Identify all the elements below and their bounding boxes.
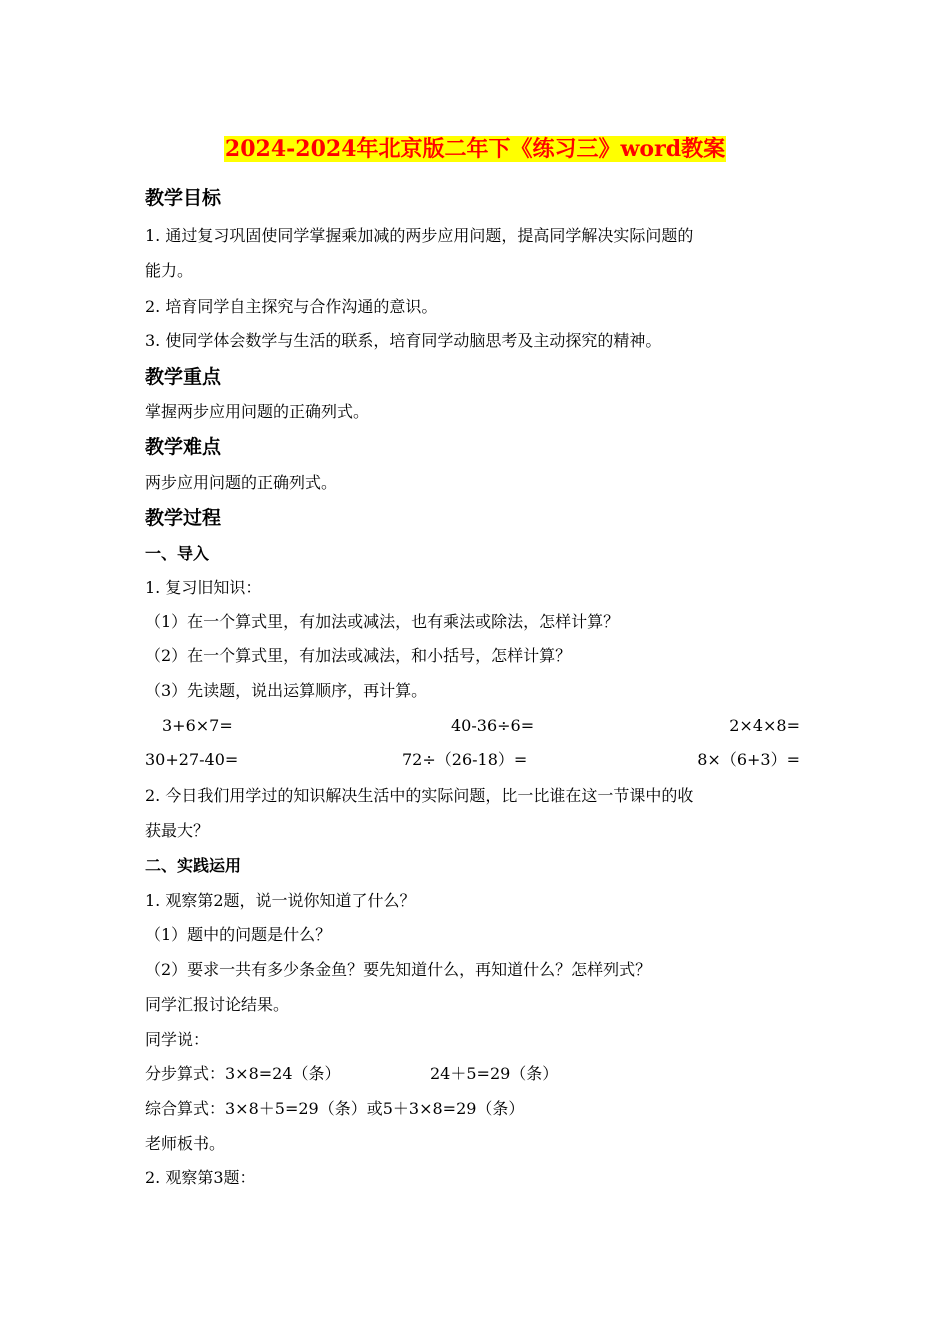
calc-expression: 8×（6+3）= [697, 750, 800, 769]
goal-3: 3. 使同学体会数学与生活的联系，培育同学动脑思考及主动探究的精神。 [145, 331, 662, 350]
combined-formula: 综合算式：3×8＋5=29（条）或5＋3×8=29（条） [145, 1099, 525, 1118]
key-text: 掌握两步应用问题的正确列式。 [145, 402, 370, 421]
part-2-item-1: 1. 观察第2题，说一说你知道了什么？ [145, 891, 416, 910]
section-heading-key: 教学重点 [145, 366, 222, 388]
document-title: 2024-2024年北京版二年下《练习三》word教案 [224, 136, 726, 162]
part-2-question-1: （1）题中的问题是什么？ [145, 925, 332, 944]
calc-expression: 40-36÷6= [451, 716, 535, 735]
part-1-question-2: （2）在一个算式里，有加法或减法，和小括号，怎样计算？ [145, 646, 572, 665]
part-1-item-2-line-1: 2. 今日我们用学过的知识解决生活中的实际问题，比一比谁在这一节课中的收 [145, 786, 694, 805]
goal-1-line-1: 1. 通过复习巩固使同学掌握乘加减的两步应用问题，提高同学解决实际问题的 [145, 226, 694, 245]
part-1-heading: 一、导入 [145, 544, 210, 563]
section-heading-difficulty: 教学难点 [145, 436, 222, 458]
calc-expression: 2×4×8= [729, 716, 800, 735]
part-2-report: 同学汇报讨论结果。 [145, 995, 290, 1014]
goal-2: 2. 培育同学自主探究与合作沟通的意识。 [145, 297, 438, 316]
part-2-students-say: 同学说： [145, 1030, 210, 1049]
section-heading-process: 教学过程 [145, 507, 222, 529]
difficulty-text: 两步应用问题的正确列式。 [145, 473, 338, 492]
section-heading-goals: 教学目标 [145, 187, 222, 209]
part-1-item-1: 1. 复习旧知识： [145, 578, 262, 597]
teacher-board: 老师板书。 [145, 1134, 226, 1153]
part-2-heading: 二、实践运用 [145, 856, 242, 875]
calc-expression: 3+6×7= [162, 716, 233, 735]
part-2-item-2: 2. 观察第3题： [145, 1168, 256, 1187]
part-1-item-2-line-2: 获最大？ [145, 821, 210, 840]
part-1-question-3: （3）先读题，说出运算顺序，再计算。 [145, 681, 428, 700]
part-2-question-2: （2）要求一共有多少条金鱼？要先知道什么，再知道什么？怎样列式？ [145, 960, 652, 979]
goal-1-line-2: 能力。 [145, 261, 194, 280]
step-formula-a: 分步算式：3×8=24（条） [145, 1064, 341, 1083]
part-1-question-1: （1）在一个算式里，有加法或减法，也有乘法或除法，怎样计算？ [145, 612, 620, 631]
calc-expression: 30+27-40= [145, 750, 239, 769]
calc-expression: 72÷（26-18）= [402, 750, 528, 769]
step-formula-b: 24＋5=29（条） [430, 1064, 559, 1083]
